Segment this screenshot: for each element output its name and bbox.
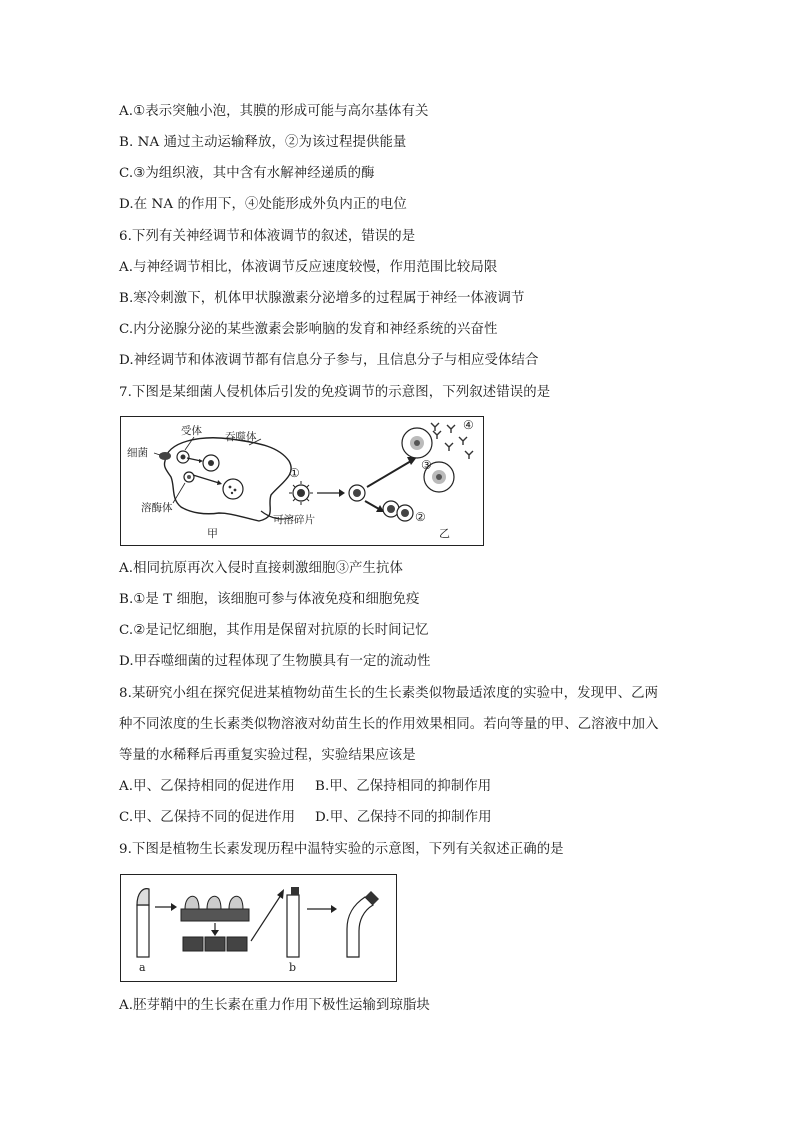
agar-piece [183, 937, 203, 951]
q9-option-a: A.胚芽鞘中的生长素在重力作用下极性运输到琼脂块 [119, 998, 430, 1013]
bacterium-icon [159, 452, 171, 460]
agar-on-coleoptile [291, 887, 299, 895]
q7-option-b: B.①是 T 细胞，该细胞可参与体液免疫和细胞免疫 [119, 592, 420, 607]
coleoptile-a [137, 905, 149, 957]
q7-option-c: C.②是记忆细胞，其作用是保留对抗原的长时间记忆 [119, 623, 429, 638]
label-jia: 甲 [207, 527, 218, 540]
agar-block [181, 909, 249, 921]
q5-option-d: D.在 NA 的作用下，④处能形成外负内正的电位 [119, 197, 407, 212]
q6-option-c: C.内分泌腺分泌的某些激素会影响脑的发育和神经系统的兴奋性 [119, 322, 498, 337]
q8-stem-line2: 种不同浓度的生长素类似物溶液对幼苗生长的作用效果相同。若向等量的甲、乙溶液中加入 [119, 717, 659, 732]
q9-stem: 9.下图是植物生长素发现历程中温特实验的示意图，下列有关叙述正确的是 [119, 842, 564, 857]
q7-option-d: D.甲吞噬细菌的过程体现了生物膜具有一定的流动性 [119, 654, 431, 669]
immune-diagram [121, 417, 483, 545]
q8-option-c: C.甲、乙保持不同的促进作用 [119, 810, 296, 825]
coleoptile-b [287, 895, 299, 957]
label-b: b [289, 961, 297, 974]
q7-option-a: A.相同抗原再次入侵时直接刺激细胞③产生抗体 [119, 561, 403, 576]
went-experiment-figure [120, 874, 397, 982]
q6-stem: 6.下列有关神经调节和体液调节的叙述，错误的是 [119, 229, 416, 244]
bent-coleoptile [347, 897, 373, 957]
coleoptile-tip-icon [137, 889, 149, 905]
label-yi: 乙 [439, 527, 450, 540]
went-diagram [121, 875, 396, 981]
label-a: a [139, 961, 146, 974]
q8-options-row2 [119, 809, 492, 827]
label-lysosome: 溶酶体 [141, 502, 173, 514]
label-n4: ④ [463, 418, 474, 432]
q8-option-b: B.甲、乙保持相同的抑制作用 [315, 779, 492, 794]
q5-option-b: B. NA 通过主动运输释放，②为该过程提供能量 [119, 135, 407, 150]
label-bacteria: 细菌 [127, 447, 148, 459]
q7-stem: 7.下图是某细菌人侵机体后引发的免疫调节的示意图，下列叙述错误的是 [119, 385, 551, 400]
label-phagocyte: 吞噬体 [225, 431, 257, 443]
q8-option-a: A.甲、乙保持相同的促进作用 [119, 779, 296, 794]
label-receptor: 受体 [181, 425, 202, 437]
digesting-vesicle-icon [223, 479, 243, 499]
q8-stem-line3: 等量的水稀释后再重复实验过程，实验结果应该是 [119, 748, 416, 763]
q8-options-row1 [119, 778, 491, 796]
q6-option-a: A.与神经调节相比，体液调节反应速度较慢，作用范围比较局限 [119, 260, 498, 275]
agar-piece [205, 937, 225, 951]
label-n1: ① [289, 466, 300, 480]
q5-option-c: C.③为组织液，其中含有水解神经递质的酶 [119, 166, 375, 181]
q8-stem-line1: 8.某研究小组在探究促进某植物幼苗生长的生长素类似物最适浓度的实验中，发现甲、乙两 [119, 686, 659, 701]
q5-option-a: A.①表示突触小泡，其膜的形成可能与高尔基体有关 [119, 104, 429, 119]
agar-piece [227, 937, 247, 951]
label-soluble-fragments: 可溶碎片 [273, 514, 315, 526]
label-n3: ③ [421, 458, 432, 472]
q8-option-d: D.甲、乙保持不同的抑制作用 [315, 810, 492, 825]
label-n2: ② [415, 510, 426, 524]
q6-option-d: D.神经调节和体液调节都有信息分子参与，且信息分子与相应受体结合 [119, 353, 539, 368]
immune-response-figure [120, 416, 484, 546]
phagocyte-outline [164, 438, 291, 521]
q6-option-b: B.寒冷刺激下，机体甲状腺激素分泌增多的过程属于神经一体液调节 [119, 291, 525, 306]
